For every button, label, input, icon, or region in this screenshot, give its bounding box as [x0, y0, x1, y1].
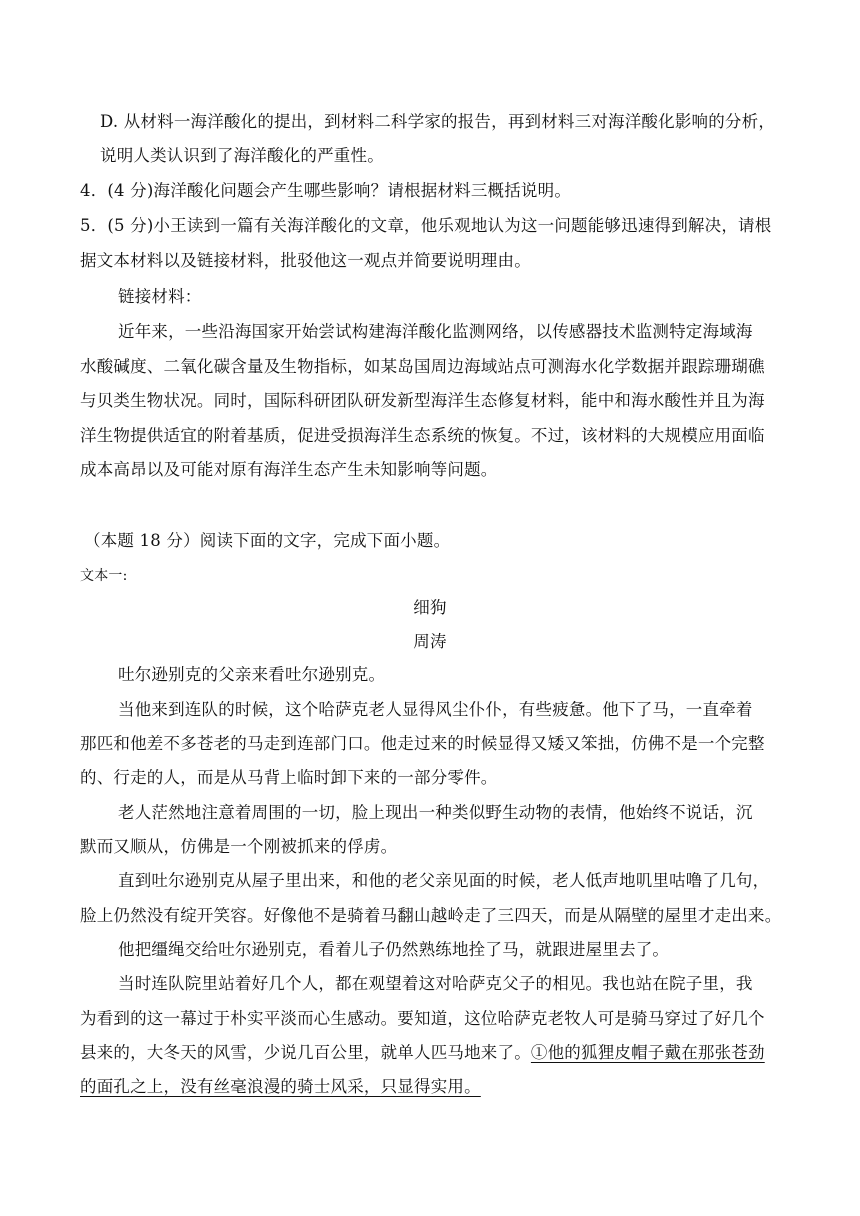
story-paragraph-3-line: 老人茫然地注意着周围的一切，脸上现出一种类似野生动物的表情，他始终不说话，沉	[118, 803, 753, 822]
story-paragraph-2-line: 的、行走的人，而是从马背上临时卸下来的一部分零件。	[80, 768, 498, 787]
story-paragraph-1: 吐尔逊别克的父亲来看吐尔逊别克。	[118, 665, 386, 684]
option-d-line-2: 说明人类认识到了海洋酸化的严重性。	[100, 146, 384, 165]
link-material-line: 水酸碱度、二氧化碳含量及生物指标，如某岛国周边海域站点可测海水化学数据并跟踪珊瑚礁	[80, 357, 765, 376]
story-paragraph-2-line: 当他来到连队的时候，这个哈萨克老人显得风尘仆仆，有些疲惫。他下了马，一直牵着	[118, 700, 753, 719]
link-material-line: 洋生物提供适宜的附着基质，促进受损海洋生态系统的恢复。不过，该材料的大规模应用面临	[80, 426, 765, 445]
text-one-label: 文本一:	[80, 568, 128, 584]
link-material-line: 与贝类生物状况。同时，国际科研团队研发新型海洋生态修复材料，能中和海水酸性并且为海	[80, 391, 765, 410]
link-material-line: 近年来，一些沿海国家开始尝试构建海洋酸化监测网络，以传感器技术监测特定海域海	[118, 322, 753, 341]
story-paragraph-2-line: 那匹和他差不多苍老的马走到连部门口。他走过来的时候显得又矮又笨拙，仿佛不是一个完整	[80, 734, 765, 753]
link-material-line: 成本高昂以及可能对原有海洋生态产生未知影响等问题。	[80, 460, 498, 479]
story-paragraph-4-line: 直到吐尔逊别克从屋子里出来，和他的老父亲见面的时候，老人低声地叽里咕噜了几句，	[118, 871, 770, 890]
question-4: 4．(4 分)海洋酸化问题会产生哪些影响？请根据材料三概括说明。	[80, 181, 572, 200]
story-paragraph-6-line-3	[80, 1042, 765, 1064]
story-title: 细狗	[413, 598, 447, 617]
question-5-line-1: 5．(5 分)小王读到一篇有关海洋酸化的文章，他乐观地认为这一问题能够迅速得到解决，请根	[80, 216, 772, 235]
story-plain-text: 县来的，大冬天的风雪，少说几百公里，就单人匹马地来了。	[80, 1043, 531, 1062]
story-paragraph-6-line: 为看到的这一幕过于朴实平淡而心生感动。要知道，这位哈萨克老牧人可是骑马穿过了好几个	[80, 1009, 765, 1028]
underlined-sentence-1-start: ①他的狐狸皮帽子戴在那张苍劲	[530, 1043, 765, 1062]
story-author: 周涛	[413, 632, 447, 651]
link-material-label: 链接材料：	[118, 287, 202, 306]
story-paragraph-4-line: 脸上仍然没有绽开笑容。好像他不是骑着马翻山越岭走了三四天，而是从隔壁的屋里才走出来。	[80, 906, 782, 925]
underlined-sentence-1-end: 的面孔之上，没有丝毫浪漫的骑士风采，只显得实用。	[80, 1077, 481, 1096]
story-paragraph-5: 他把缰绳交给吐尔逊别克，看着儿子仍然熟练地拴了马，就跟进屋里去了。	[118, 940, 670, 959]
story-paragraph-6-line: 当时连队院里站着好几个人，都在观望着这对哈萨克父子的相见。我也站在院子里，我	[118, 974, 753, 993]
question-5-line-2: 据文本材料以及链接材料，批驳他这一观点并简要说明理由。	[80, 251, 531, 270]
story-paragraph-3-line: 默而又顺从，仿佛是一个刚被抓来的俘虏。	[80, 837, 398, 856]
section-intro: （本题 18 分）阅读下面的文字，完成下面小题。	[84, 531, 451, 550]
option-d-line-1: D. 从材料一海洋酸化的提出，到材料二科学家的报告，再到材料三对海洋酸化影响的分析，	[100, 112, 776, 131]
